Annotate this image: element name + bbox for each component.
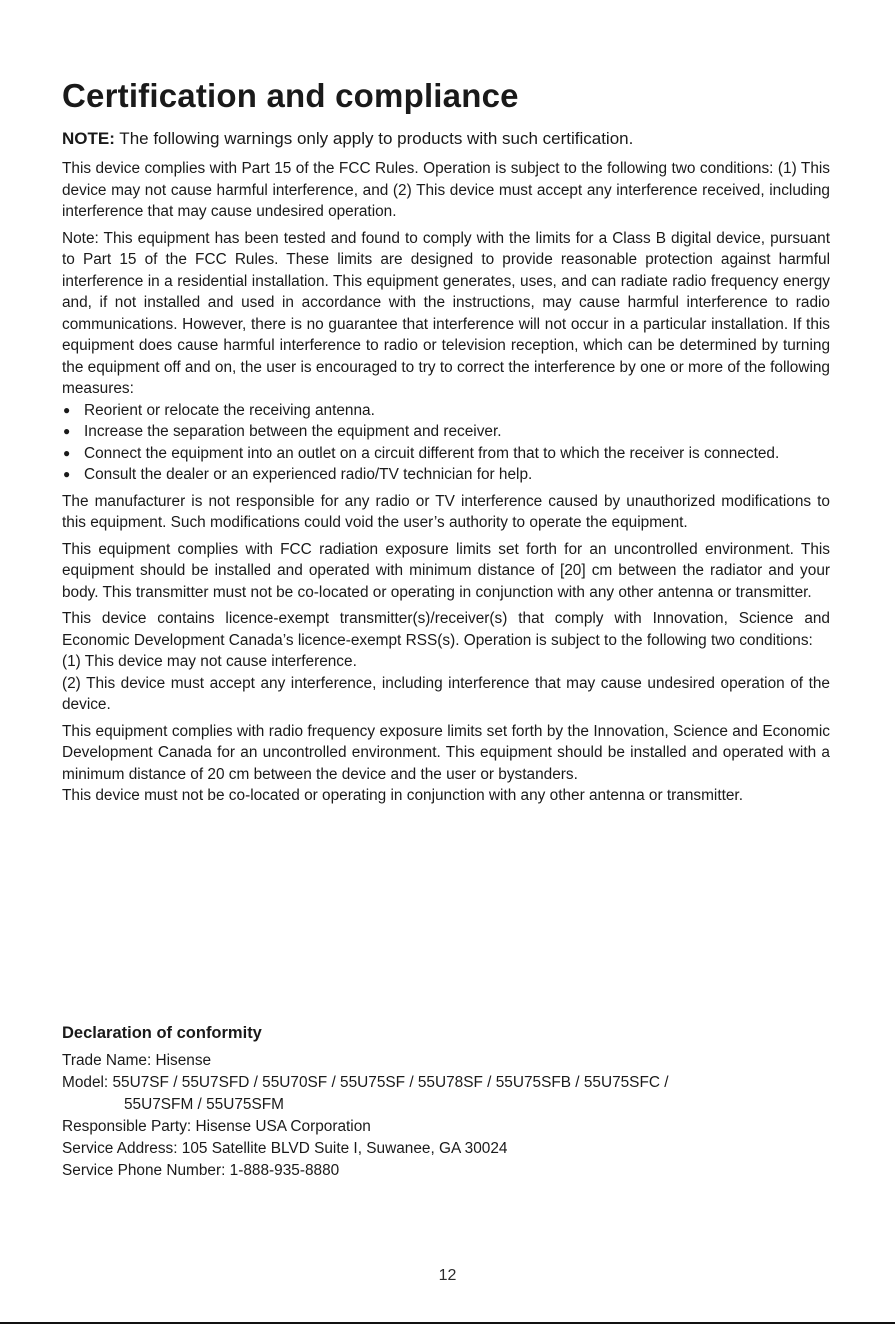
fcc-part15-paragraph: This device complies with Part 15 of the FCC Rules. Operation is subject to the following two conditions: (1) This device may not cause harmful interference, and (2) This device must accept any interference received, including interference that may cause undesired operation. xyxy=(62,160,830,220)
ised-rf-exposure-paragraph: This equipment complies with radio frequency exposure limits set forth by the Innovation, Science and Economic Development Canada for an uncontrolled environment. This equipment should be installed and operated with a minimum distance of 20 cm between the device and the user or bystanders. xyxy=(62,722,830,783)
list-item: ● Connect the equipment into an outlet on a circuit different from that to which the receiver is connected. xyxy=(62,443,830,465)
service-phone: Service Phone Number: 1-888-935-8880 xyxy=(62,1162,340,1179)
bullet-icon: ● xyxy=(63,424,71,438)
fcc-rf-exposure-paragraph: This equipment complies with FCC radiation exposure limits set forth for an uncontrolled environment. This equipment should be installed and operated with minimum distance of [20] cm between the radiator and your body. This transmitter must not be co-located or operating in conjunction with any other antenna or transmitter. xyxy=(62,540,830,601)
unauthorized-modifications-paragraph: The manufacturer is not responsible for any radio or TV interference caused by unauthorized modifications to this equipment. Such modifications could void the user’s authority to operate the equipment. xyxy=(62,492,830,531)
list-item: ● Consult the dealer or an experienced radio/TV technician for help. xyxy=(62,464,830,486)
interference-measures-list xyxy=(62,400,830,486)
service-address: Service Address: 105 Satellite BLVD Suite I, Suwanee, GA 30024 xyxy=(62,1140,508,1157)
trade-name: Trade Name: Hisense xyxy=(62,1052,212,1069)
page-number: 12 xyxy=(438,1267,457,1284)
certification-note xyxy=(62,128,830,150)
bullet-icon: ● xyxy=(63,467,71,481)
note-text: The following warnings only apply to products with such certification. xyxy=(114,129,634,148)
bullet-icon: ● xyxy=(63,402,71,417)
model-value: 55U7SF / 55U7SFD / 55U70SF / 55U75SF / 55U78SF / 55U75SFB / 55U75SFC / xyxy=(112,1074,669,1091)
co-location-paragraph: This device must not be co-located or operating in conjunction with any other antenna or transmitter. xyxy=(62,787,743,804)
ised-licence-exempt-paragraph: This device contains licence-exempt transmitter(s)/receiver(s) that comply with Innovation, Science and Economic Development Canada’s licence-exempt RSS(s). Operation is subject to the following two conditions: xyxy=(62,610,830,649)
class-b-paragraph: Note: This equipment has been tested and found to comply with the limits for a Class B digital device, pursuant to Part 15 of the FCC Rules. These limits are designed to provide reasonable protection against harmful interference in a residential installation. This equipment generates, uses, and can radiate radio frequency energy and, if not installed and used in accordance with the instructions, may cause harmful interference to radio communications. However, there is no guarantee that interference will not occur in a particular installation. If this equipment does cause harmful interference to radio or television reception, which can be determined by turning the equipment off and on, the user is encouraged to try to correct the interference by one or more of the following measures: xyxy=(62,229,830,397)
page-title: Certification and compliance xyxy=(62,77,519,114)
compliance-section xyxy=(62,74,830,812)
list-item: ● Reorient or relocate the receiving antenna. xyxy=(62,400,830,422)
list-item: ● Increase the separation between the equipment and receiver. xyxy=(62,421,830,443)
declaration-heading: Declaration of conformity xyxy=(62,1024,262,1042)
model-value-continued: 55U7SFM / 55U75SFM xyxy=(124,1096,284,1113)
ised-condition-2: (2) This device must accept any interference, including interference that may cause undesired operation of the device. xyxy=(62,674,830,713)
bullet-icon: ● xyxy=(63,445,71,460)
ised-condition-1: (1) This device may not cause interference. xyxy=(62,653,357,670)
model-label: Model: xyxy=(62,1074,113,1091)
note-label: NOTE: xyxy=(62,129,115,148)
responsible-party: Responsible Party: Hisense USA Corporation xyxy=(62,1118,371,1135)
declaration-of-conformity xyxy=(62,1022,832,1182)
model-row xyxy=(62,1072,832,1094)
